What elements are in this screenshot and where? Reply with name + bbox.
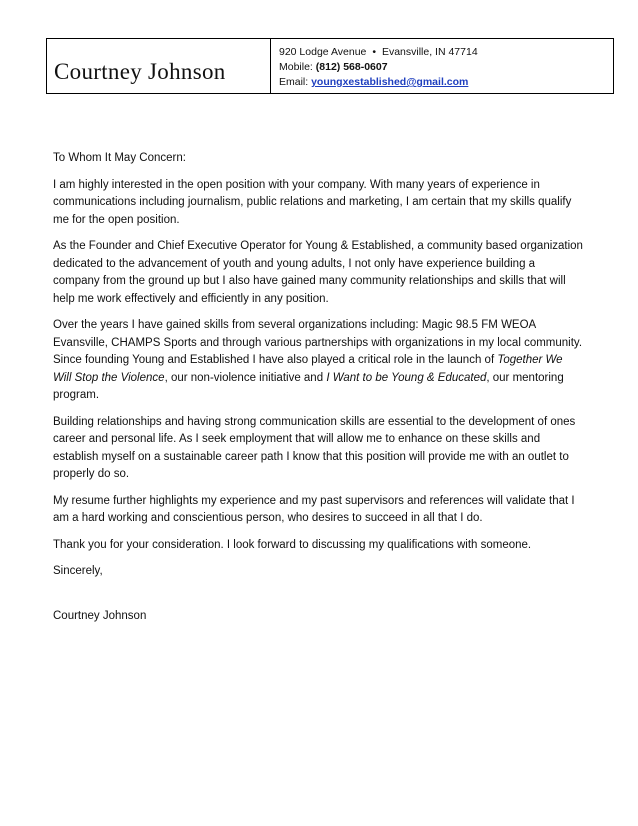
paragraph-resume: My resume further highlights my experience and my past supervisors and references will validate that I am a hard working and conscientious person, who desires to succeed in all that I do. <box>53 494 575 524</box>
mobile-label: Mobile: <box>279 61 316 73</box>
salutation: To Whom It May Concern: <box>53 152 186 164</box>
paragraph-thanks: Thank you for your consideration. I look forward to discussing my qualifications with someone. <box>53 538 532 551</box>
paragraph-interest: I am highly interested in the open position with your company. With many years of experience in communications including journalism, public relations and marketing, I am certain that my skills qualify me for the open position. <box>53 178 572 226</box>
address-street: 920 Lodge Avenue <box>279 46 367 58</box>
letterhead-box <box>46 38 614 94</box>
bullet-separator: • <box>372 46 377 58</box>
letter-body <box>53 150 583 634</box>
paragraph-experience <box>53 317 583 405</box>
address-line <box>279 45 613 60</box>
paragraph-experience-text-1: Over the years I have gained skills from several organizations including: Magic 98.5 FM WEOA Evansville, CHAMPS Sports and through various partnerships with organizations in my local community. Since founding Young and Established I have also played a critical role in the launch of <box>53 319 583 366</box>
sender-name: Courtney Johnson <box>54 59 226 84</box>
address-city: Evansville, IN 47714 <box>381 46 478 58</box>
signature-name: Courtney Johnson <box>53 609 147 622</box>
paragraph-founder: As the Founder and Chief Executive Operator for Young & Established, a community based organization dedicated to the advancement of youth and young adults, I not only have experience building a company from the ground up but I also have gained many community relationships and skills that will help me work effectively and efficiently in any position. <box>53 240 583 305</box>
paragraph-relationships: Building relationships and having strong communication skills are essential to the development of ones career and personal life. As I seek employment that will allow me to enhance on these skills and establish myself on a sustainable career path I know that this position will provide me with an outlet to properly do so. <box>53 415 576 480</box>
paragraph-experience-text-2: , our non-violence initiative and <box>164 371 327 384</box>
closing: Sincerely, <box>53 565 103 577</box>
initiative-title-violence: Together We Will Stop the Violence <box>53 354 563 384</box>
email-line <box>279 75 613 90</box>
email-link[interactable]: youngxestablished@gmail.com <box>311 76 469 88</box>
paragraph-experience-text-3: , our mentoring program. <box>53 371 564 401</box>
mobile-line <box>279 60 613 75</box>
letterhead-contact-cell <box>271 39 613 93</box>
mobile-number: (812) 568-0607 <box>315 61 388 73</box>
email-label: Email: <box>279 76 312 88</box>
letterhead-name-cell <box>47 39 271 93</box>
initiative-title-mentoring: I Want to be Young & Educated <box>326 371 487 384</box>
